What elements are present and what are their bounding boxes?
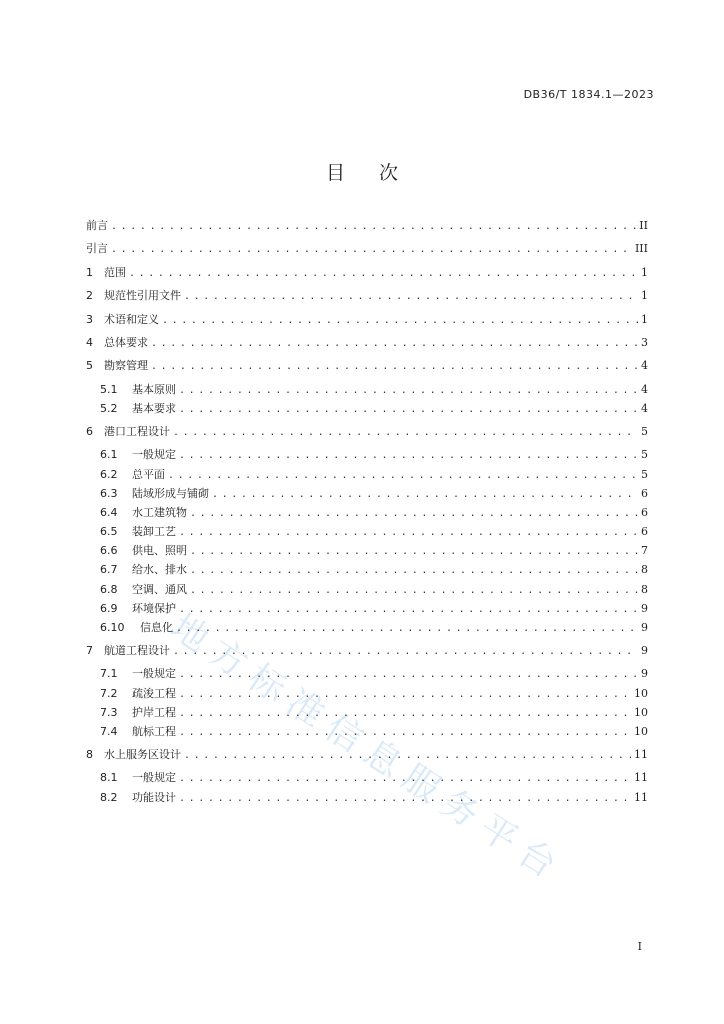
toc-leader-dots (151, 361, 638, 372)
toc-entry[interactable] (86, 642, 648, 665)
toc-entry-number: 1 (86, 265, 93, 279)
toc-entry-label: 航道工程设计 (104, 644, 170, 657)
toc-leader-dots (184, 291, 638, 302)
toc-entry-label: 疏浚工程 (132, 686, 176, 700)
toc-leader-dots (173, 646, 638, 657)
toc-entry-number: 7.1 (100, 667, 118, 681)
toc-leader-dots (168, 470, 638, 481)
page-title (0, 158, 724, 185)
toc-entry-label: 供电、照明 (132, 544, 187, 558)
toc-leader-dots (179, 773, 631, 784)
toc-leader-dots (190, 585, 638, 596)
toc-entry[interactable] (86, 619, 648, 642)
toc-entry[interactable] (86, 423, 648, 446)
toc-entry-page: 6 (641, 525, 648, 539)
watermark: 地方标准信息服务平台 (163, 606, 572, 892)
toc-entry[interactable] (86, 581, 648, 600)
toc-entry[interactable] (86, 789, 648, 812)
toc-leader-dots (179, 527, 638, 538)
toc-entry[interactable] (86, 600, 648, 619)
toc-entry-page: 11 (634, 747, 648, 761)
toc-leader-dots (111, 244, 632, 255)
toc-leader-dots (179, 727, 631, 738)
toc-entry-page: 4 (641, 382, 648, 396)
toc-entry-label: 一般规定 (132, 771, 176, 785)
toc-entry-page: 9 (641, 601, 648, 615)
toc-leader-dots (179, 450, 638, 461)
toc-entry-label: 基本要求 (132, 401, 176, 415)
toc-entry-label: 基本原则 (132, 382, 176, 396)
toc-entry-page: 5 (641, 424, 648, 438)
toc-entry-number: 7.4 (100, 724, 118, 738)
toc-entry-label: 水工建筑物 (132, 505, 187, 519)
toc-entry-label: 术语和定义 (104, 312, 159, 326)
toc-entry[interactable] (86, 311, 648, 334)
title-char-1: 目 (325, 162, 345, 184)
toc-entry-page: 7 (641, 544, 648, 558)
toc-entry-page: 5 (641, 448, 648, 462)
toc-entry-number: 8 (86, 747, 93, 761)
toc-leader-dots (190, 508, 638, 519)
toc-entry-number: 5.2 (100, 401, 118, 415)
toc-entry-label: 前言 (86, 219, 108, 232)
toc-entry[interactable] (86, 685, 648, 704)
toc-leader-dots (129, 268, 638, 279)
toc-leader-dots (179, 604, 638, 615)
toc-entry[interactable] (86, 723, 648, 746)
toc-entry-number: 6 (86, 424, 93, 438)
toc-entry-label: 装卸工艺 (132, 525, 176, 539)
toc-entry-number: 6.6 (100, 544, 118, 558)
toc-leader-dots (190, 565, 638, 576)
toc-entry-page: 11 (634, 771, 648, 785)
toc-entry[interactable] (86, 542, 648, 561)
toc-entry-number: 7.3 (100, 705, 118, 719)
toc-entry-number: 3 (86, 312, 93, 326)
toc-entry-page: 3 (641, 335, 648, 349)
toc-entry-page: 10 (634, 686, 648, 700)
table-of-contents (86, 217, 648, 812)
toc-entry-page: 10 (634, 724, 648, 738)
toc-entry-page: 4 (641, 401, 648, 415)
toc-leader-dots (212, 489, 638, 500)
toc-entry-page: 1 (641, 265, 648, 279)
toc-entry-label: 陆域形成与铺砌 (132, 486, 209, 500)
toc-entry[interactable] (86, 381, 648, 400)
toc-leader-dots (184, 750, 631, 761)
toc-entry-label: 水上服务区设计 (104, 747, 181, 761)
toc-entry-label: 总平面 (132, 467, 165, 481)
toc-entry-page: 9 (641, 644, 648, 657)
toc-leader-dots (162, 315, 638, 326)
toc-entry-number: 8.1 (100, 771, 118, 785)
toc-entry-number: 2 (86, 289, 93, 303)
toc-leader-dots (190, 546, 638, 557)
toc-entry[interactable] (86, 217, 648, 240)
toc-entry-number: 5.1 (100, 382, 118, 396)
toc-entry-page: II (639, 219, 648, 232)
toc-entry-label: 总体要求 (104, 335, 148, 349)
toc-entry-page: 6 (641, 505, 648, 519)
toc-entry-label: 范围 (104, 265, 126, 279)
toc-leader-dots (179, 708, 631, 719)
toc-entry-page: 9 (641, 621, 648, 634)
toc-entry-number: 6.2 (100, 467, 118, 481)
toc-entry-number: 6.10 (100, 621, 125, 634)
toc-entry-label: 信息化 (140, 621, 173, 634)
toc-entry-label: 引言 (86, 242, 108, 256)
toc-leader-dots (173, 427, 638, 438)
page-number-footer: I (637, 940, 642, 953)
toc-entry-page: 10 (634, 705, 648, 719)
toc-entry[interactable] (86, 287, 648, 310)
toc-entry-label: 一般规定 (132, 667, 176, 681)
toc-entry-page: 1 (641, 312, 648, 326)
toc-leader-dots (151, 338, 638, 349)
toc-entry[interactable] (86, 466, 648, 485)
toc-entry-page: 8 (641, 582, 648, 596)
toc-entry[interactable] (86, 704, 648, 723)
toc-entry[interactable] (86, 446, 648, 465)
toc-entry-label: 空调、通风 (132, 582, 187, 596)
toc-entry[interactable] (86, 357, 648, 380)
toc-entry-page: 11 (634, 790, 648, 804)
toc-leader-dots (179, 404, 638, 415)
toc-entry-number: 5 (86, 359, 93, 373)
toc-entry-number: 6.5 (100, 525, 118, 539)
toc-entry[interactable] (86, 665, 648, 684)
toc-entry-page: III (634, 242, 648, 256)
toc-leader-dots (176, 623, 638, 634)
toc-entry-number: 7.2 (100, 686, 118, 700)
toc-entry-number: 7 (86, 644, 93, 657)
toc-entry-number: 6.8 (100, 582, 118, 596)
toc-entry-page: 5 (641, 467, 648, 481)
toc-entry[interactable] (86, 769, 648, 788)
toc-entry-label: 规范性引用文件 (104, 289, 181, 303)
toc-entry-label: 港口工程设计 (104, 424, 170, 438)
toc-entry[interactable] (86, 485, 648, 504)
toc-entry-number: 6.9 (100, 601, 118, 615)
toc-entry[interactable] (86, 523, 648, 542)
toc-entry-number: 6.3 (100, 486, 118, 500)
document-code: DB36/T 1834.1—2023 (523, 88, 654, 101)
toc-entry[interactable] (86, 240, 648, 263)
toc-entry[interactable] (86, 400, 648, 423)
title-char-2: 次 (379, 162, 399, 184)
toc-entry[interactable] (86, 504, 648, 523)
toc-leader-dots (179, 385, 638, 396)
toc-entry-label: 一般规定 (132, 448, 176, 462)
toc-entry-page: 6 (641, 486, 648, 500)
toc-entry[interactable] (86, 334, 648, 357)
toc-entry-number: 4 (86, 335, 93, 349)
toc-leader-dots (179, 689, 631, 700)
toc-entry-label: 航标工程 (132, 724, 176, 738)
toc-entry-number: 8.2 (100, 790, 118, 804)
toc-entry-label: 给水、排水 (132, 563, 187, 577)
toc-entry[interactable] (86, 264, 648, 287)
toc-leader-dots (179, 669, 638, 680)
toc-leader-dots (111, 221, 636, 232)
toc-entry-page: 8 (641, 563, 648, 577)
toc-entry-label: 勘察管理 (104, 359, 148, 373)
toc-entry-label: 环境保护 (132, 601, 176, 615)
toc-entry[interactable] (86, 746, 648, 769)
toc-entry-page: 1 (641, 289, 648, 303)
toc-entry[interactable] (86, 561, 648, 580)
toc-leader-dots (179, 793, 631, 804)
toc-entry-page: 4 (641, 359, 648, 373)
toc-entry-label: 功能设计 (132, 790, 176, 804)
toc-entry-page: 9 (641, 667, 648, 681)
toc-entry-number: 6.1 (100, 448, 118, 462)
toc-entry-number: 6.4 (100, 505, 118, 519)
toc-entry-label: 护岸工程 (132, 705, 176, 719)
toc-entry-number: 6.7 (100, 563, 118, 577)
